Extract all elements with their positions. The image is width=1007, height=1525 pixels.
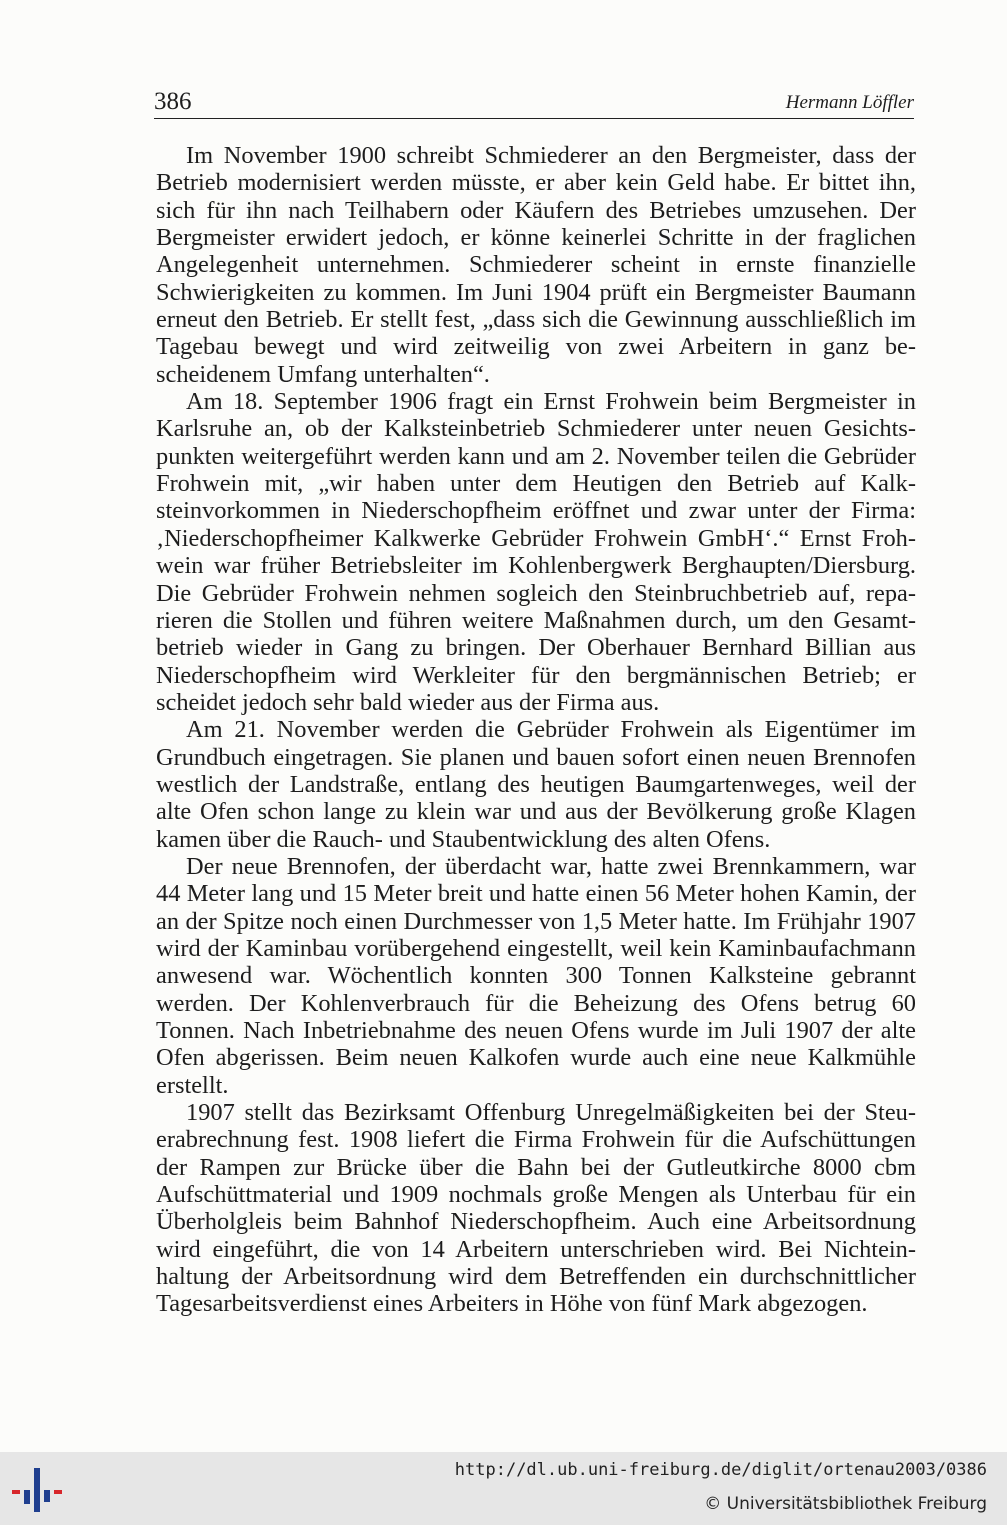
page-number: 386 — [154, 88, 192, 115]
ub-freiburg-logo-icon — [12, 1466, 64, 1514]
document-url-link[interactable]: http://dl.ub.uni-freiburg.de/diglit/ortenau2003/0386 — [454, 1460, 987, 1480]
paragraph-4: Der neue Brennofen, der überdacht war, hatte zwei Brennkammern, war 44 Meter lang und 15 Meter breit und hatte einen 56 Meter hohen Kamin, der an der Spitze noch einen Durchmesser von 1,5 Meter hatte. Im Frühjahr 1907 wird der Kaminbau vorübergehend eingestellt, weil kein Kaminbaufachmann anwesend war. Wöchentlich konnten 300 Tonnen Kalksteine gebrannt werden. Der Kohlenverbrauch für die Beheizung des Ofens betrug 60 Tonnen. Nach Inbetriebnahme des neuen Ofens wurde im Juli 1907 der alte Ofen abgerissen. Beim neuen Kalkofen wurde auch eine neue Kalkmühle erstellt. — [156, 852, 916, 1099]
paragraph-1: Im November 1900 schreibt Schmiederer an den Bergmeister, dass der Betrieb modernisiert werden müsste, er aber kein Geld habe. Er bittet ihn, sich für ihn nach Teilhabern oder Käufern des Betriebes umzusehen. Der Bergmeister erwidert jedoch, er könne keinerlei Schritte in der fraglichen Angelegenheit unternehmen. Schmiederer scheint in ernste finanzielle Schwierigkeiten zu kommen. Im Juni 1904 prüft ein Bergmeister Baumann erneut den Betrieb. Er stellt fest, „dass sich die Gewinnung ausschließlich im Tagebau bewegt und wird zeitweilig von zwei Arbeitern in ganz bescheidenem Umfang unterhalten“. — [156, 142, 916, 388]
body-text — [156, 142, 916, 1318]
paragraph-5: 1907 stellt das Bezirksamt Offenburg Unregelmäßigkeiten bei der Steuerabrechnung fest. 1908 liefert die Firma Frohwein für die Aufschüttungen der Rampen zur Brücke über die Bahn bei der Gutleutkirche 8000 cbm Aufschüttmaterial und 1909 nochmals große Mengen als Unterbau für ein Überholgleis beim Bahnhof Niederschopfheim. Auch eine Arbeitsordnung wird eingeführt, die von 14 Arbeitern unterschrieben wird. Bei Nichteinhaltung der Arbeitsordnung wird dem Betreffenden ein durchschnittlicher Tagesarbeitsverdienst eines Arbeiters in Höhe von fünf Mark abgezogen. — [156, 1099, 916, 1318]
page-header — [154, 86, 914, 119]
paragraph-2: Am 18. September 1906 fragt ein Ernst Frohwein beim Bergmeister in Karlsruhe an, ob der Kalksteinbetrieb Schmiederer unter neuen Gesichtspunkten weitergeführt werden kann und am 2. November teilen die Gebrüder Frohwein mit, „wir haben unter dem Heutigen den Betrieb auf Kalksteinvorkommen in Niederschopfheim eröffnet und zwar unter der Firma: ‚Niederschopfheimer Kalkwerke Gebrüder Frohwein GmbH‘.“ Ernst Frohwein war früher Betriebsleiter im Kohlenbergwerk Berghaupten/Diersburg. Die Gebrüder Frohwein nehmen sogleich den Steinbruchbetrieb auf, reparieren die Stollen und führen weitere Maßnahmen durch, um den Gesamtbetrieb wieder in Gang zu bringen. Der Oberhauer Bernhard Billian aus Niederschopfheim wird Werkleiter für den bergmännischen Betrieb; er scheidet jedoch sehr bald wieder aus der Firma aus. — [156, 388, 916, 716]
paragraph-3: Am 21. November werden die Gebrüder Frohwein als Eigentümer im Grundbuch eingetragen. Sie planen und bauen sofort einen neuen Brennofen westlich der Landstraße, entlang des heutigen Baumgartenweges, weil der alte Ofen schon lange zu klein war und aus der Bevölkerung große Klagen kamen über die Rauch- und Staubentwicklung des alten Ofens. — [156, 716, 916, 853]
running-head-author: Hermann Löffler — [785, 92, 914, 113]
viewer-footer — [0, 1452, 1007, 1525]
copyright-notice: © Universitätsbibliothek Freiburg — [704, 1494, 987, 1514]
